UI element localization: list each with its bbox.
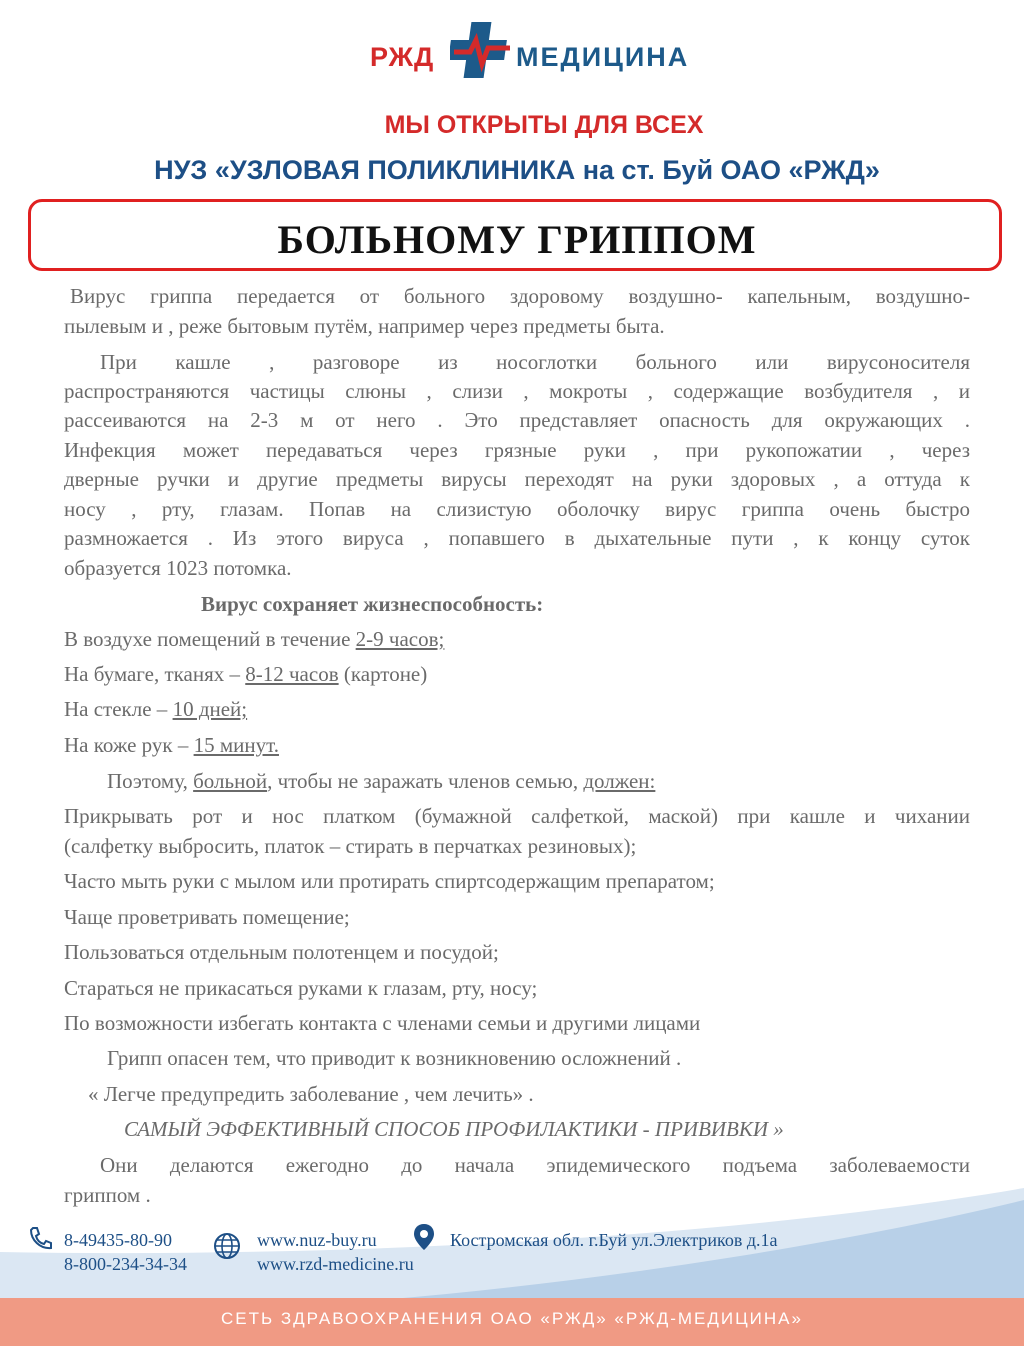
logo xyxy=(370,18,720,90)
survival-item-skin: На коже рук – 15 минут. xyxy=(64,733,279,757)
intro-p1-line1: Вирус гриппа передается от больного здоровому воздушно- капельным, воздушно- xyxy=(70,284,970,308)
intro-p2-line5: дверные ручки и другие предметы вирусы переходят на руки здоровых , а оттуда к xyxy=(64,467,970,491)
tagline: МЫ ОТКРЫТЫ ДЛЯ ВСЕХ xyxy=(384,111,704,139)
intro-p2-line3: рассеиваются на 2-3 м от него . Это представляет опасность для окружающих . xyxy=(64,408,970,432)
advice-item-1-line2: (салфетку выбросить, платок – стирать в перчатках резиновых); xyxy=(64,834,637,858)
website-2-link[interactable]: www.rzd-medicine.ru xyxy=(257,1254,414,1274)
intro-p2-line4: Инфекция может передаваться через грязные руки , при рукопожатии , через xyxy=(64,438,970,462)
advice-item-5: Стараться не прикасаться руками к глазам, рту, носу; xyxy=(64,976,538,1000)
survival-heading: Вирус сохраняет жизнеспособность: xyxy=(201,592,544,616)
phone-icon xyxy=(28,1226,52,1252)
advice-item-4: Пользоваться отдельным полотенцем и посудой; xyxy=(64,940,499,964)
yearly-line2: гриппом . xyxy=(64,1183,151,1207)
address: Костромская обл. г.Буй ул.Электриков д.1а xyxy=(450,1230,778,1250)
logo-left-word: РЖД xyxy=(370,42,435,72)
globe-icon xyxy=(213,1232,241,1260)
website-1-link[interactable]: www.nuz-buy.ru xyxy=(257,1230,377,1250)
page-title: БОЛЬНОМУ ГРИППОМ xyxy=(277,217,757,262)
footer-network-text: СЕТЬ ЗДРАВООХРАНЕНИЯ ОАО «РЖД» «РЖД-МЕДИЦИНА» xyxy=(221,1309,803,1328)
prevention-quote: « Легче предупредить заболевание , чем лечить» . xyxy=(88,1082,534,1106)
advice-item-3: Чаще проветривать помещение; xyxy=(64,905,350,929)
advice-item-2: Часто мыть руки с мылом или протирать спиртсодержащим препаратом; xyxy=(64,869,715,893)
organization-name: НУЗ «УЗЛОВАЯ ПОЛИКЛИНИКА на ст. Буй ОАО «РЖД» xyxy=(154,155,880,185)
advice-item-1-line1: Прикрывать рот и нос платком (бумажной салфеткой, маской) при кашле и чихании xyxy=(64,804,970,828)
location-pin-icon xyxy=(413,1223,435,1251)
logo-cross-icon xyxy=(450,18,514,82)
intro-p2-line8: образуется 1023 потомка. xyxy=(64,556,292,580)
yearly-line1: Они делаются ежегодно до начала эпидемического подъема заболеваемости xyxy=(100,1153,970,1177)
intro-p2-line2: распространяются частицы слюны , слизи , мокроты , содержащие возбудителя , и xyxy=(64,379,970,403)
survival-item-paper: На бумаге, тканях – 8-12 часов (картоне) xyxy=(64,662,428,686)
survival-item-glass: На стекле – 10 дней; xyxy=(64,697,248,721)
intro-p2-line7: размножается . Из этого вируса , попавшего в дыхательные пути , к концу суток xyxy=(64,526,970,550)
intro-p2-line6: носу , рту, глазам. Попав на слизистую оболочку вирус гриппа очень быстро xyxy=(64,497,970,521)
phone-1[interactable]: 8-49435-80-90 xyxy=(64,1230,172,1250)
vaccine-slogan: САМЫЙ ЭФФЕКТИВНЫЙ СПОСОБ ПРОФИЛАКТИКИ - ПРИВИВКИ » xyxy=(124,1117,784,1141)
advice-lead: Поэтому, больной, чтобы не заражать членов семью, должен: xyxy=(107,769,656,793)
danger-note: Грипп опасен тем, что приводит к возникновению осложнений . xyxy=(107,1046,682,1070)
phone-2[interactable]: 8-800-234-34-34 xyxy=(64,1254,187,1274)
advice-item-6: По возможности избегать контакта с членами семьи и другими лицами xyxy=(64,1011,701,1035)
intro-p2-line1: При кашле , разговоре из носоглотки больного или вирусоносителя xyxy=(100,350,970,374)
intro-p1-line2: пылевым и , реже бытовым путём, например через предметы быта. xyxy=(64,314,665,338)
logo-right-word: МЕДИЦИНА xyxy=(516,42,690,72)
survival-item-air: В воздухе помещений в течение 2-9 часов; xyxy=(64,627,445,651)
